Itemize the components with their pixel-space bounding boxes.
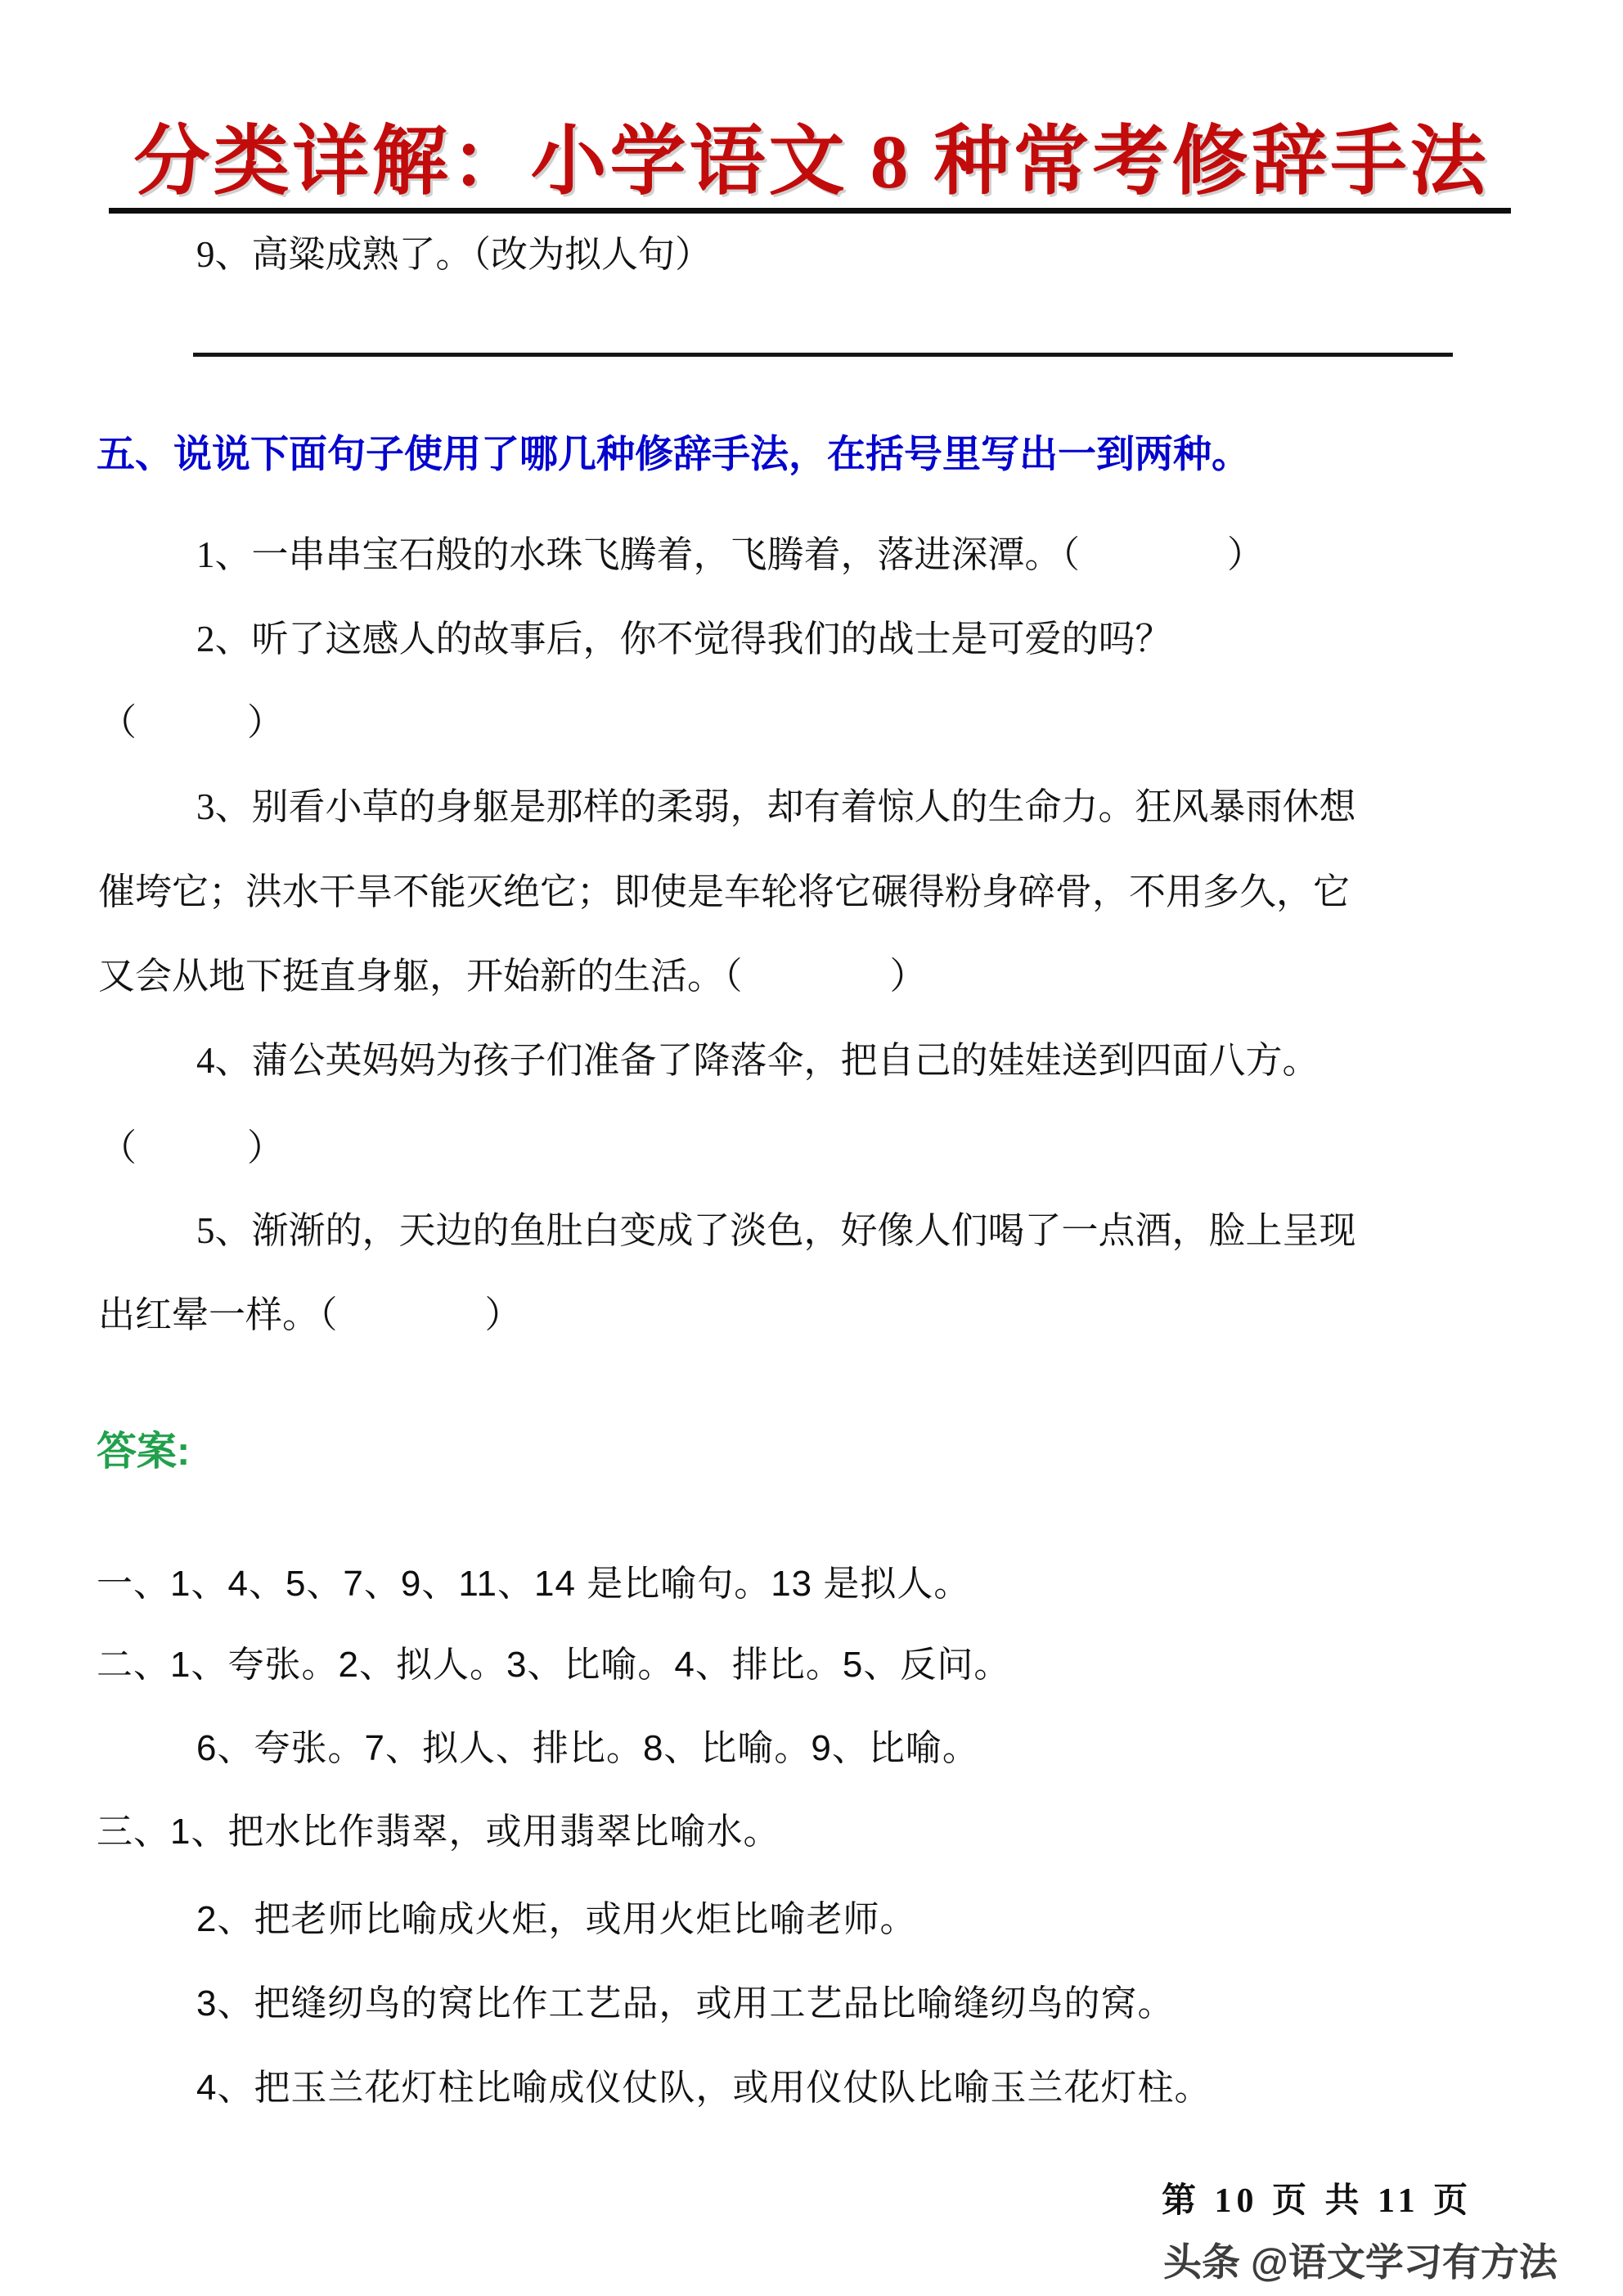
title-divider [109,208,1511,214]
question-5-line-2: 出红晕一样。（ ） [98,1294,522,1335]
answer-line-3a: 三、1、把水比作翡翠，或用翡翠比喻水。 [97,1812,780,1852]
answer-line-3c: 3、把缝纫鸟的窝比作工艺品，或用工艺品比喻缝纫鸟的窝。 [196,1983,1175,2024]
answer-line-3b: 2、把老师比喻成火炬，或用火炬比喻老师。 [196,1899,917,1939]
question-3-line-3: 又会从地下挺直身躯，开始新的生活。（ ） [98,956,927,997]
page-number: 第 10 页 共 11 页 [1162,2182,1473,2220]
answer-line-2a: 二、1、夸张。2、拟人。3、比喻。4、排比。5、反问。 [97,1645,1011,1685]
answer-line-2b: 6、夸张。7、拟人、排比。8、比喻。9、比喻。 [196,1728,979,1768]
answer-blank-line [193,329,1453,357]
question-2-paren: （ ） [100,702,285,743]
question-4-paren: （ ） [100,1128,285,1168]
question-1: 1、一串串宝石般的水珠飞腾着，飞腾着，落进深潭。（ ） [196,534,1265,575]
question-3-line-2: 催垮它；洪水干旱不能灭绝它；即使是车轮将它碾得粉身碎骨，不用多久，它 [98,871,1351,912]
question-3-line-1: 3、别看小草的身躯是那样的柔弱，却有着惊人的生命力。狂风暴雨休想 [196,786,1356,827]
question-4: 4、蒲公英妈妈为孩子们准备了降落伞，把自己的娃娃送到四面八方。 [196,1040,1320,1081]
watermark-toutiao: 头条 @语文学习有方法 [1163,2240,1558,2284]
question-9: 9、高粱成熟了。（改为拟人句） [196,234,713,275]
answer-line-1: 一、1、4、5、7、9、11、14 是比喻句。13 是拟人。 [97,1564,971,1604]
page-title: 分类详解：小学语文 8 种常考修辞手法 [133,120,1490,205]
section-5-heading: 五、说说下面句子使用了哪几种修辞手法，在括号里写出一到两种。 [97,432,1250,475]
question-2: 2、听了这感人的故事后，你不觉得我们的战士是可爱的吗？ [196,619,1172,660]
answers-heading: 答案: [97,1429,191,1474]
question-5-line-1: 5、渐渐的，天边的鱼肚白变成了淡色，好像人们喝了一点酒，脸上呈现 [196,1210,1356,1251]
answer-line-3d: 4、把玉兰花灯柱比喻成仪仗队，或用仪仗队比喻玉兰花灯柱。 [196,2068,1212,2108]
